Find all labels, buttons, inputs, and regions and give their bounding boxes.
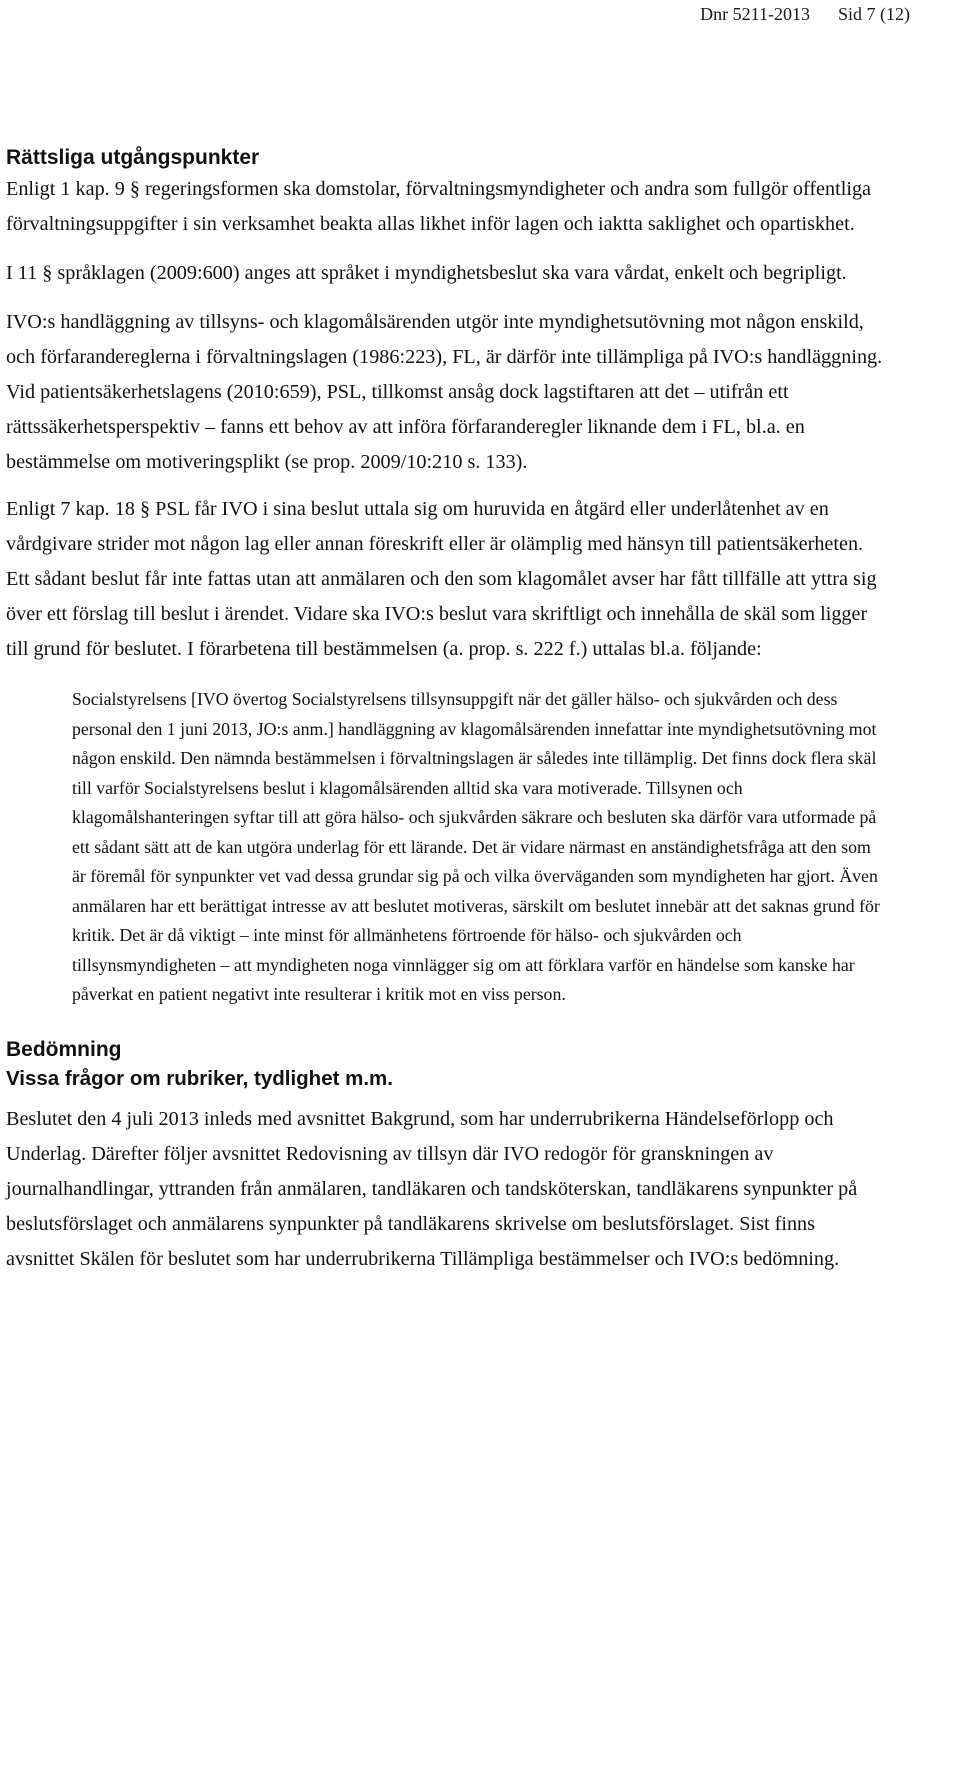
document-number: Dnr 5211-2013	[700, 4, 810, 24]
section-heading-assessment: Bedömning	[6, 1037, 122, 1061]
block-quote-prop: Socialstyrelsens [IVO övertog Socialstyrelsens tillsynsuppgift när det gäller hälso- och sjukvården och dess personal den 1 juni 2013, JO:s anm.] handläggning av klagomålsärenden innefattar inte myndighetsutövning mot någon enskild. Den nämnda bestämmelsen i förvaltningslagen är således inte tillämplig. Det finns dock flera skäl till varför Socialstyrelsens beslut i klagomålsärenden alltid ska vara motiverade. Tillsynen och klagomålshanteringen syftar till att göra hälso- och sjukvården säkrare och besluten ska därför vara utformade på ett sådant sätt att de kan utgöra underlag för ett lärande. Det är vidare närmast en anständighetsfråga att den som är föremål för synpunkter vet vad dessa grundar sig på och vilka överväganden som myndigheten har gjort. Även anmälaren har ett berättigat intresse av att beslutet motiveras, särskilt om beslutet innebär att det saknas grund för kritik. Det är då viktigt – inte minst för allmänhetens förtroende för hälso- och sjukvården och tillsynsmyndigheten – att myndigheten noga vinnlägger sig om att förklara varför en händelse som kanske har påverkat en patient negativt inte resulterar i kritik mot en viss person.	[72, 689, 880, 1004]
subheading-rubriker: Vissa frågor om rubriker, tydlighet m.m.	[6, 1066, 393, 1090]
paragraph-ivo-handlaggning: IVO:s handläggning av tillsyns- och klagomålsärenden utgör inte myndighetsutövning mot någon enskild, och förfarandereglerna i förvaltningslagen (1986:223), FL, är därför inte tillämpliga på IVO:s handläggning. Vid patientsäkerhetslagens (2010:659), PSL, tillkomst ansåg dock lagstiftaren att det – utifrån ett rättssäkerhetsperspektiv – fanns ett behov av att införa förfaranderegler liknande dem i FL, bl.a. en bestämmelse om motiveringsplikt (se prop. 2009/10:210 s. 133).	[6, 311, 883, 473]
paragraph-regeringsformen: Enligt 1 kap. 9 § regeringsformen ska domstolar, förvaltningsmyndigheter och andra som fullgör offentliga förvaltningsuppgifter i sin verksamhet beakta allas likhet inför lagen och iaktta saklighet och opartiskhet.	[6, 178, 871, 235]
section-heading-legal-basis: Rättsliga utgångspunkter	[6, 146, 260, 169]
paragraph-sprakagen: I 11 § språklagen (2009:600) anges att språket i myndighetsbeslut ska vara vårdat, enkelt och begripligt.	[6, 262, 847, 284]
page-number: Sid 7 (12)	[838, 4, 910, 24]
page-header	[700, 4, 910, 24]
document-body	[6, 144, 886, 1277]
paragraph-beslutet: Beslutet den 4 juli 2013 inleds med avsnittet Bakgrund, som har underrubrikerna Händelseförlopp och Underlag. Därefter följer avsnittet Redovisning av tillsyn där IVO redogör för granskningen av journalhandlingar, yttranden från anmälaren, tandläkaren och tandsköterskan, tandläkarens synpunkter på beslutsförslaget och anmälarens synpunkter på tandläkarens skrivelse om beslutsförslaget. Sist finns avsnittet Skälen för beslutet som har underrubrikerna Tillämpliga bestämmelser och IVO:s bedömning.	[6, 1107, 858, 1270]
paragraph-psl: Enligt 7 kap. 18 § PSL får IVO i sina beslut uttala sig om huruvida en åtgärd eller underlåtenhet av en vårdgivare strider mot någon lag eller annan föreskrift eller är olämplig med hänsyn till patientsäkerheten. Ett sådant beslut får inte fattas utan att anmälaren och den som klagomålet avser har fått tillfälle att yttra sig över ett förslag till beslut i ärendet. Vidare ska IVO:s beslut vara skriftligt och innehålla de skäl som ligger till grund för beslutet. I förarbetena till bestämmelsen (a. prop. s. 222 f.) uttalas bl.a. följande:	[6, 498, 877, 660]
